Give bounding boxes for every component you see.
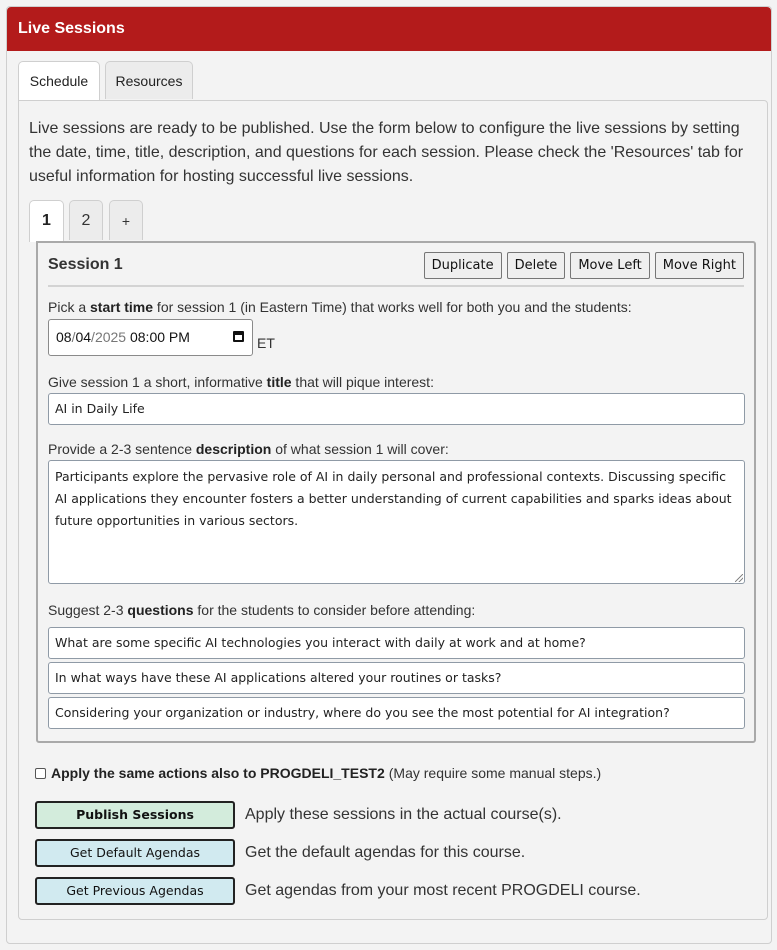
title-label xyxy=(48,374,434,390)
publish-description: Apply these sessions in the actual course(s). xyxy=(245,806,562,823)
date-separator: / xyxy=(71,329,76,345)
question-input-3[interactable]: Considering your organization or industry, where do you see the most potential for AI integration? xyxy=(48,697,745,729)
start-time-input[interactable] xyxy=(48,319,253,356)
add-session-tab[interactable]: + xyxy=(109,200,143,240)
tab-resources[interactable]: Resources xyxy=(105,61,193,99)
apply-also-checkbox[interactable] xyxy=(35,768,46,779)
description-label-post: of what session 1 will cover: xyxy=(271,441,449,457)
intro-text: Live sessions are ready to be published. Use the form below to configure the live sessions by setting the date, time, title, description, and questions for each session. Please check the 'Resources' tab for useful information for hosting successful live sessions. xyxy=(29,120,744,185)
move-left-button[interactable]: Move Left xyxy=(570,252,649,279)
description-text: Participants explore the pervasive role of AI in daily personal and professional contexts. Discussing specific AI applications they encounter fosters a better understanding of current capabilities and sparks ideas about future opportunities in various sectors. xyxy=(55,469,732,528)
questions-label xyxy=(48,602,475,618)
move-right-button[interactable]: Move Right xyxy=(655,252,744,279)
panel-header xyxy=(7,7,771,51)
title-label-post: that will pique interest: xyxy=(291,374,434,390)
apply-also-row xyxy=(35,765,601,781)
publish-row xyxy=(35,801,562,829)
start-time-label-bold: start time xyxy=(90,299,154,315)
timezone-label: ET xyxy=(257,335,275,351)
default-agendas-row xyxy=(35,839,525,867)
start-month[interactable]: 08 xyxy=(56,329,72,345)
description-textarea[interactable] xyxy=(48,460,745,584)
questions-label-pre: Suggest 2-3 xyxy=(48,602,128,618)
session-actions xyxy=(424,252,744,279)
questions-label-post: for the students to consider before attending: xyxy=(193,602,476,618)
question-input-1[interactable]: What are some specific AI technologies you interact with daily at work and at home? xyxy=(48,627,745,659)
session-panel xyxy=(36,241,756,743)
apply-also-note: (May require some manual steps.) xyxy=(388,765,602,781)
publish-sessions-button[interactable]: Publish Sessions xyxy=(35,801,235,829)
title-label-bold: title xyxy=(266,374,292,390)
description-label-pre: Provide a 2-3 sentence xyxy=(48,441,196,457)
default-agendas-description: Get the default agendas for this course. xyxy=(245,844,526,861)
title-input[interactable]: AI in Daily Life xyxy=(48,393,745,425)
date-separator: / xyxy=(91,329,95,345)
get-previous-agendas-button[interactable]: Get Previous Agendas xyxy=(35,877,235,905)
questions-label-bold: questions xyxy=(127,602,194,618)
session-title: Session 1 xyxy=(48,256,123,273)
description-label xyxy=(48,441,449,457)
session-divider xyxy=(48,285,744,287)
session-tab-2[interactable]: 2 xyxy=(69,200,103,240)
question-input-2[interactable]: In what ways have these AI applications altered your routines or tasks? xyxy=(48,662,745,694)
live-sessions-panel xyxy=(6,6,772,944)
delete-button[interactable]: Delete xyxy=(507,252,566,279)
panel-title: Live Sessions xyxy=(18,20,125,37)
resize-handle-icon[interactable] xyxy=(735,574,743,582)
description-label-bold: description xyxy=(195,441,272,457)
start-time-label xyxy=(48,299,632,315)
previous-agendas-description: Get agendas from your most recent PROGDELI course. xyxy=(245,882,641,899)
start-time-label-post: for session 1 (in Eastern Time) that works well for both you and the students: xyxy=(153,299,632,315)
start-day[interactable]: 04 xyxy=(75,329,92,345)
start-year[interactable]: 2025 xyxy=(94,329,127,345)
tab-schedule[interactable]: Schedule xyxy=(18,61,100,101)
calendar-icon[interactable] xyxy=(233,331,244,342)
schedule-content xyxy=(18,100,768,920)
apply-also-label[interactable]: Apply the same actions also to PROGDELI_TEST2 xyxy=(51,765,385,781)
start-time[interactable]: 08:00 PM xyxy=(126,329,190,345)
duplicate-button[interactable]: Duplicate xyxy=(424,252,502,279)
start-time-label-pre: Pick a xyxy=(48,299,91,315)
get-default-agendas-button[interactable]: Get Default Agendas xyxy=(35,839,235,867)
previous-agendas-row xyxy=(35,877,641,905)
session-tab-1[interactable]: 1 xyxy=(29,200,64,242)
title-label-pre: Give session 1 a short, informative xyxy=(48,374,267,390)
